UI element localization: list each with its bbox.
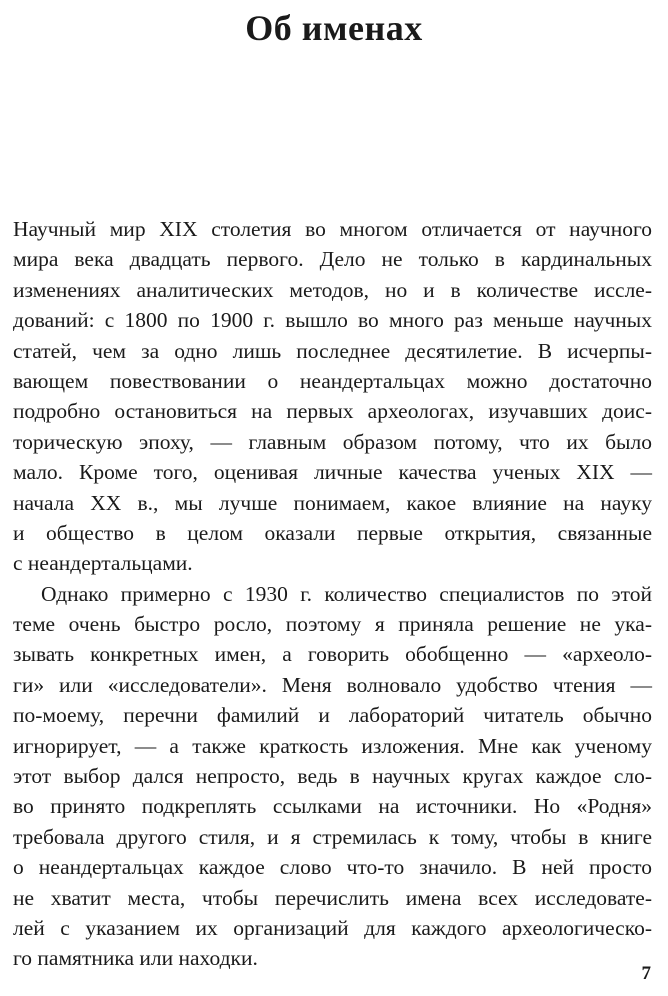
text-line: этот выбор дался непросто, ведь в научных кругах каждое сло- <box>13 764 652 789</box>
text-line: подробно остановиться на первых археологах, изучавших доис- <box>13 399 652 424</box>
text-line: начала XX в., мы лучше понимаем, какое влияние на науку <box>13 490 652 515</box>
text-line: игнорирует, — а также краткость изложения. Мне как ученому <box>13 733 652 758</box>
text-line: вающем повествовании о неандертальцах можно достаточно <box>13 368 652 393</box>
text-line: торическую эпоху, — главным образом потому, что их было <box>13 429 652 454</box>
text-line: и общество в целом оказали первые открытия, связанные <box>13 520 652 545</box>
text-line: дований: с 1800 по 1900 г. вышло во много раз меньше научных <box>13 308 652 333</box>
body-text <box>13 214 652 974</box>
page-number: 7 <box>641 963 651 984</box>
text-line: зывать конкретных имен, а говорить обобщенно — «археоло- <box>13 642 652 667</box>
text-line: Научный мир XIX столетия во многом отличается от научного <box>13 217 652 241</box>
text-line: статей, чем за одно лишь последнее десятилетие. В исчерпы- <box>13 338 652 363</box>
text-line: мира века двадцать первого. Дело не только в кардинальных <box>13 247 652 272</box>
text-line: по-моему, перечни фамилий и лабораторий читатель обычно <box>13 703 652 728</box>
text-line: требовала другого стиля, и я стремилась к тому, чтобы в книге <box>13 824 652 849</box>
paragraph <box>13 214 652 579</box>
text-line: го памятника или находки. <box>13 946 258 971</box>
paragraph <box>13 579 652 974</box>
text-line: теме очень быстро росло, поэтому я приняла решение не ука- <box>13 612 652 637</box>
text-line: Однако примерно с 1930 г. количество специалистов по этой <box>41 581 652 606</box>
text-line: во принято подкреплять ссылками на источники. Но «Родня» <box>13 794 652 819</box>
text-line: изменениях аналитических методов, но и в количестве иссле- <box>13 277 652 302</box>
text-line: ги» или «исследователи». Меня волновало удобство чтения — <box>13 672 652 697</box>
chapter-title: Об именах <box>245 8 423 48</box>
text-line: лей с указанием их организаций для каждого археологическо- <box>13 915 652 940</box>
text-line: с неандертальцами. <box>13 551 193 576</box>
text-line: мало. Кроме того, оценивая личные качества ученых XIX — <box>13 460 652 485</box>
text-line: не хватит места, чтобы перечислить имена всех исследовате- <box>13 885 652 910</box>
text-line: о неандертальцах каждое слово что-то значило. В ней просто <box>13 855 652 880</box>
